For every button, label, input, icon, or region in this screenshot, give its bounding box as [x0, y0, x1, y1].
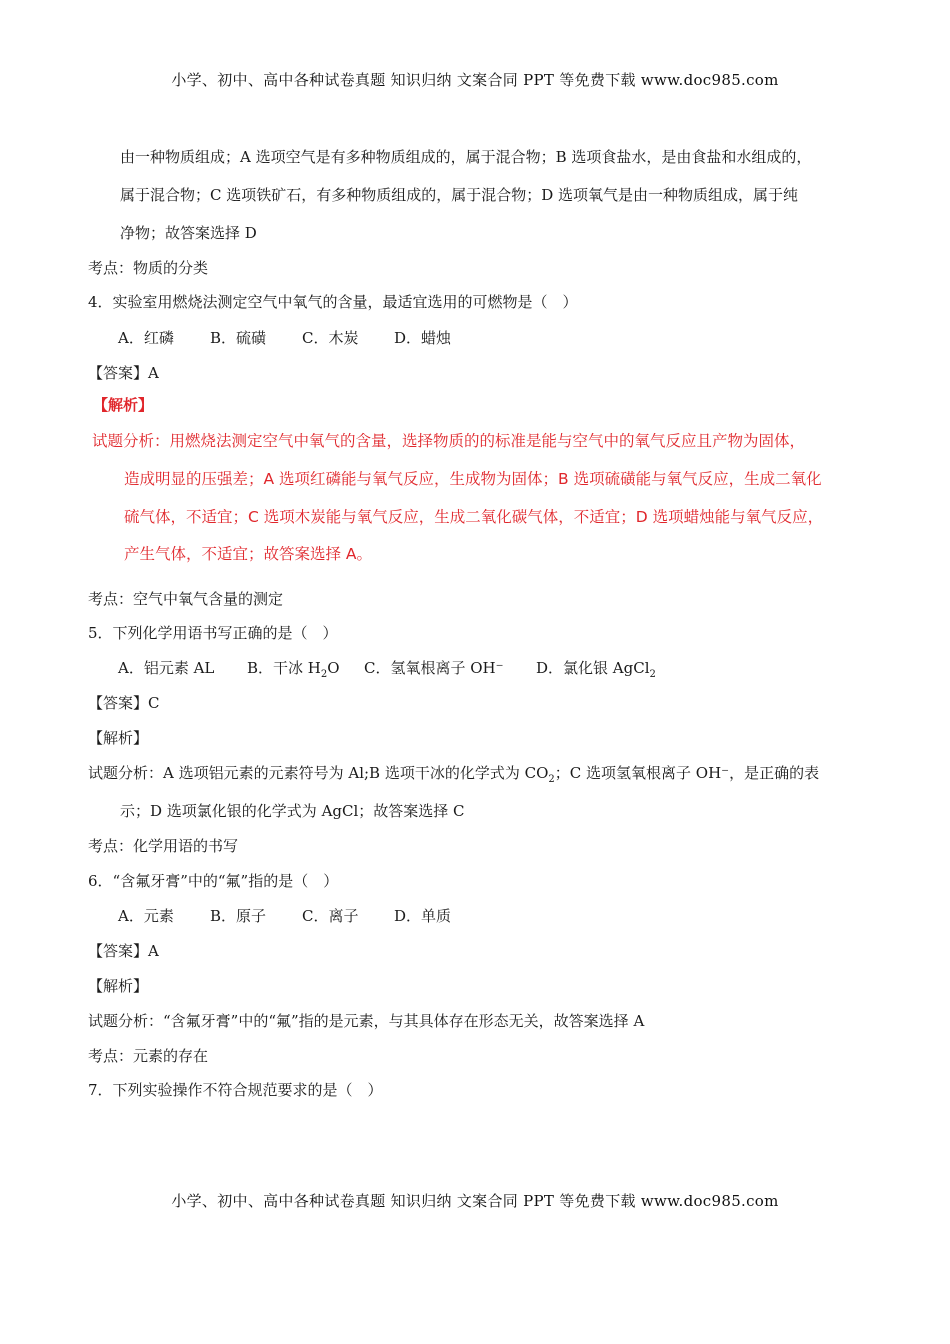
q4-option-c: C．木炭	[302, 329, 359, 347]
q5-kaodian: 考点：化学用语的书写	[88, 837, 239, 855]
page-header: 小学、初中、高中各种试卷真题 知识归纳 文案合同 PPT 等免费下载 www.doc985.com	[171, 71, 779, 89]
page-footer: 小学、初中、高中各种试卷真题 知识归纳 文案合同 PPT 等免费下载 www.doc985.com	[171, 1192, 779, 1210]
q5-analysis-line-1: 试题分析：A 选项铝元素的元素符号为 Al;B 选项干冰的化学式为 $CO_2$；C 选项氢氧根离子 OH⁻，是正确的表	[88, 764, 820, 785]
q4-analysis-line-4: 产生气体，不适宜；故答案选择 A。	[124, 545, 373, 563]
q4-option-b: B．硫磺	[210, 329, 267, 347]
q5-jiexi-label: 【解析】	[88, 729, 149, 747]
q6-answer: 【答案】A	[88, 942, 159, 960]
q4-options	[118, 328, 451, 348]
q3-analysis-line-1: 由一种物质组成；A 选项空气是有多种物质组成的，属于混合物；B 选项食盐水，是由食盐和水组成的，	[120, 148, 812, 166]
q7-stem: 7．下列实验操作不符合规范要求的是（ ）	[88, 1081, 383, 1099]
q4-analysis-line-1: 试题分析：用燃烧法测定空气中氧气的含量，选择物质的的标准是能与空气中的氧气反应且产物为固体，	[92, 432, 806, 450]
q5-option-a: A．铝元素 AL	[118, 659, 215, 677]
q3-analysis-line-2: 属于混合物；C 选项铁矿石，有多种物质组成的，属于混合物；D 选项氧气是由一种物质组成，属于纯	[120, 186, 799, 204]
q5-option-c: C．氢氧根离子 OH⁻	[364, 659, 504, 677]
q4-analysis-line-3: 硫气体，不适宜；C 选项木炭能与氧气反应，生成二氧化碳气体，不适宜；D 选项蜡烛能与氧气反应，	[124, 508, 824, 526]
q4-analysis-line-2: 造成明显的压强差；A 选项红磷能与氧气反应，生成物为固体；B 选项硫磺能与氧气反应，生成二氧化	[124, 470, 822, 488]
q6-jiexi-label: 【解析】	[88, 977, 149, 995]
q6-options	[118, 906, 451, 926]
q6-option-d: D．单质	[394, 907, 452, 925]
q5-option-d: D．氯化银 AgCl$_2$	[536, 659, 656, 680]
q5-answer: 【答案】C	[88, 694, 160, 712]
q4-kaodian: 考点：空气中氧气含量的测定	[88, 590, 284, 608]
q5-option-b: B．干冰 $H_2O$	[247, 659, 340, 680]
q4-stem: 4．实验室用燃烧法测定空气中氧气的含量，最适宜选用的可燃物是（ ）	[88, 293, 578, 311]
q6-kaodian: 考点：元素的存在	[88, 1047, 209, 1065]
q4-option-a: A．红磷	[118, 329, 174, 347]
q5-analysis-line-2: 示；D 选项氯化银的化学式为 AgCl；故答案选择 C	[120, 802, 465, 820]
q4-option-d: D．蜡烛	[394, 329, 452, 347]
q5-options	[118, 658, 656, 678]
q3-analysis-line-3: 净物；故答案选择 D	[120, 224, 257, 242]
q6-option-b: B．原子	[210, 907, 267, 925]
q6-stem: 6．“含氟牙膏”中的“氟”指的是（ ）	[88, 872, 339, 890]
q5-stem: 5．下列化学用语书写正确的是（ ）	[88, 624, 338, 642]
q4-jiexi-label: 【解析】	[93, 396, 154, 414]
q6-option-c: C．离子	[302, 907, 359, 925]
q6-option-a: A．元素	[118, 907, 174, 925]
q3-kaodian: 考点：物质的分类	[88, 259, 209, 277]
q6-analysis: 试题分析：“含氟牙膏”中的“氟”指的是元素，与其具体存在形态无关，故答案选择 A	[88, 1012, 645, 1030]
q4-answer: 【答案】A	[88, 364, 159, 382]
